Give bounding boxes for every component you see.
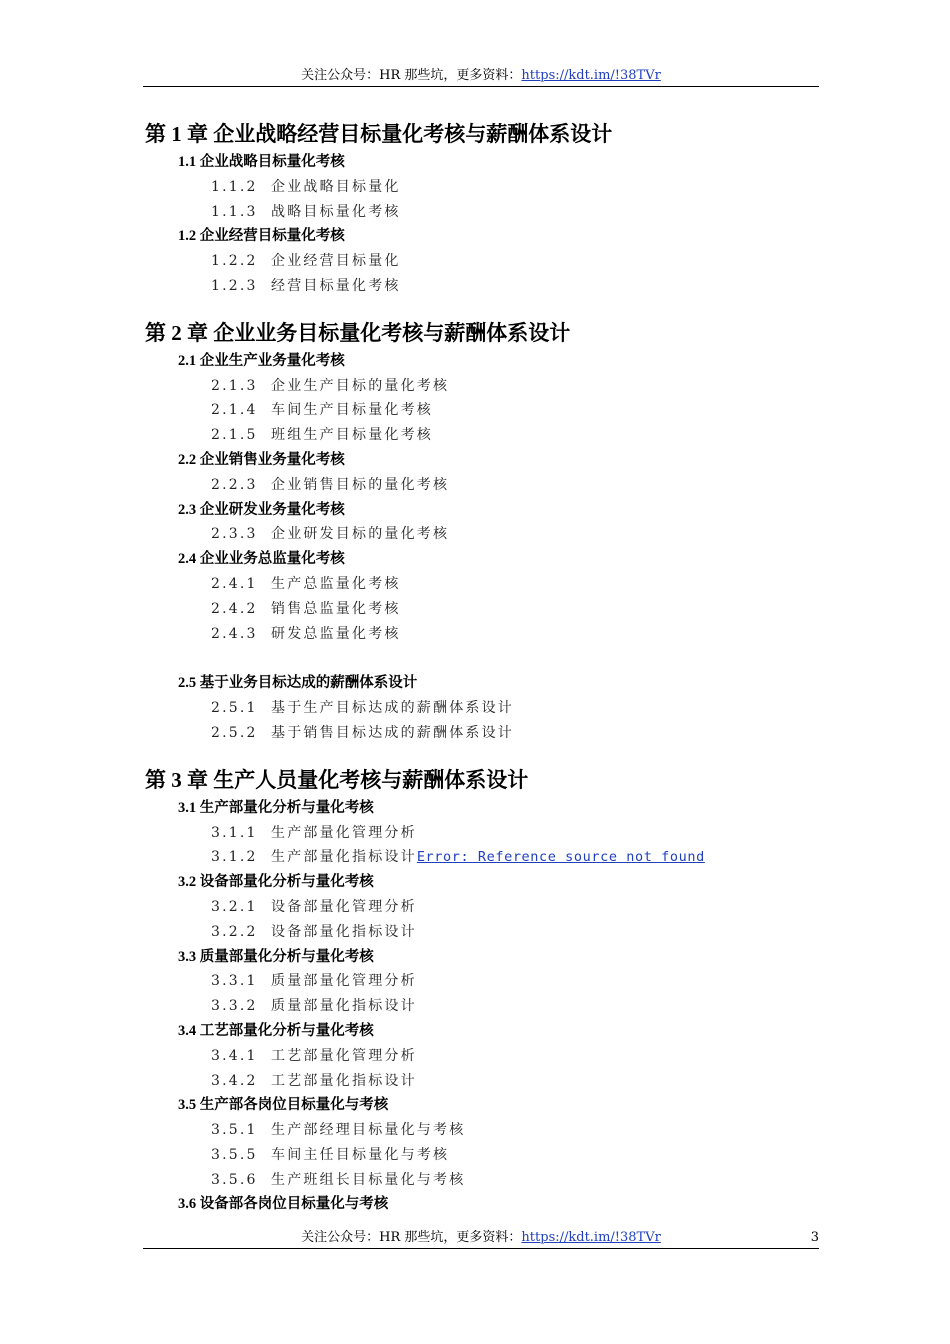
subsection-title: 工艺部量化指标设计 — [271, 1072, 417, 1089]
subsection-title: 基于生产目标达成的薪酬体系设计 — [271, 700, 514, 717]
subsection-title: 战略目标量化考核 — [271, 203, 401, 220]
chapter-2-title[interactable]: 第 2 章 企业业务目标量化考核与薪酬体系设计 — [145, 320, 571, 345]
subsection-number: 1.2.3 — [211, 277, 258, 294]
subsection-number: 2.4.1 — [211, 575, 258, 592]
footer-link[interactable]: https://kdt.im/!38TVr — [521, 1230, 661, 1245]
subsection-title: 经营目标量化考核 — [271, 277, 401, 294]
subsection-3-2-1[interactable] — [145, 895, 825, 920]
subsection-2-4-1[interactable] — [145, 572, 825, 597]
subsection-title: 企业研发目标的量化考核 — [271, 526, 450, 543]
section-2-3[interactable]: 2.3 企业研发业务量化考核 — [178, 501, 345, 518]
subsection-number: 3.1.2 — [211, 849, 258, 866]
subsection-3-4-2[interactable] — [145, 1069, 825, 1094]
section-2-5[interactable]: 2.5 基于业务目标达成的薪酬体系设计 — [178, 675, 418, 692]
subsection-number: 3.5.1 — [211, 1122, 258, 1139]
subsection-title: 企业战略目标量化 — [271, 178, 401, 195]
subsection-number: 3.5.5 — [211, 1146, 258, 1163]
table-of-contents — [145, 118, 825, 1217]
page-number: 3 — [810, 1230, 819, 1245]
subsection-2-5-2[interactable] — [145, 721, 825, 746]
subsection-number: 2.1.4 — [211, 402, 258, 419]
subsection-3-4-1[interactable] — [145, 1044, 825, 1069]
subsection-title: 销售总监量化考核 — [271, 600, 401, 617]
subsection-title: 生产部量化管理分析 — [271, 824, 417, 841]
chapter-1-title[interactable]: 第 1 章 企业战略经营目标量化考核与薪酬体系设计 — [145, 122, 613, 146]
subsection-2-3-3[interactable] — [145, 522, 825, 547]
section-3-2[interactable]: 3.2 设备部量化分析与量化考核 — [178, 874, 374, 891]
subsection-title: 企业生产目标的量化考核 — [271, 377, 450, 394]
subsection-title: 生产部经理目标量化与考核 — [271, 1122, 466, 1139]
subsection-number: 2.2.3 — [211, 476, 258, 493]
section-3-3[interactable]: 3.3 质量部量化分析与量化考核 — [178, 948, 374, 965]
section-3-1[interactable]: 3.1 生产部量化分析与量化考核 — [178, 799, 374, 816]
subsection-number: 3.4.2 — [211, 1072, 258, 1089]
subsection-title: 工艺部量化管理分析 — [271, 1047, 417, 1064]
subsection-title: 生产班组长目标量化与考核 — [271, 1171, 466, 1188]
subsection-1-1-2[interactable] — [145, 175, 825, 200]
subsection-2-2-3[interactable] — [145, 473, 825, 498]
section-2-4[interactable]: 2.4 企业业务总监量化考核 — [178, 551, 345, 568]
subsection-3-2-2[interactable] — [145, 920, 825, 945]
subsection-number: 1.2.2 — [211, 253, 258, 270]
subsection-title: 设备部量化管理分析 — [271, 898, 417, 915]
subsection-number: 3.2.2 — [211, 923, 258, 940]
subsection-title: 质量部量化管理分析 — [271, 973, 417, 990]
subsection-2-1-5[interactable] — [145, 423, 825, 448]
page-footer — [143, 1228, 819, 1249]
subsection-number: 3.3.1 — [211, 973, 258, 990]
subsection-title: 企业销售目标的量化考核 — [271, 476, 450, 493]
subsection-number: 2.1.3 — [211, 377, 258, 394]
section-2-1[interactable]: 2.1 企业生产业务量化考核 — [178, 352, 345, 369]
subsection-title: 企业经营目标量化 — [271, 253, 401, 270]
subsection-number: 2.5.1 — [211, 700, 258, 717]
subsection-3-5-5[interactable] — [145, 1143, 825, 1168]
subsection-3-1-2[interactable] — [145, 845, 825, 870]
subsection-3-3-1[interactable] — [145, 969, 825, 994]
subsection-title: 基于销售目标达成的薪酬体系设计 — [271, 724, 514, 741]
subsection-1-2-3[interactable] — [145, 274, 825, 299]
header-link[interactable]: https://kdt.im/!38TVr — [521, 68, 661, 83]
subsection-title: 设备部量化指标设计 — [271, 923, 417, 940]
subsection-number: 2.1.5 — [211, 427, 258, 444]
section-3-5[interactable]: 3.5 生产部各岗位目标量化与考核 — [178, 1097, 389, 1114]
subsection-2-4-3[interactable] — [145, 622, 825, 647]
chapter-3-title[interactable]: 第 3 章 生产人员量化考核与薪酬体系设计 — [145, 767, 529, 792]
subsection-number: 3.3.2 — [211, 998, 258, 1015]
subsection-3-1-1[interactable] — [145, 821, 825, 846]
subsection-2-1-3[interactable] — [145, 374, 825, 399]
subsection-number: 2.5.2 — [211, 724, 258, 741]
subsection-number: 3.4.1 — [211, 1047, 258, 1064]
subsection-1-2-2[interactable] — [145, 249, 825, 274]
subsection-3-3-2[interactable] — [145, 994, 825, 1019]
subsection-number: 1.1.2 — [211, 178, 258, 195]
section-1-2[interactable]: 1.2 企业经营目标量化考核 — [178, 228, 345, 245]
subsection-3-5-1[interactable] — [145, 1118, 825, 1143]
subsection-title: 研发总监量化考核 — [271, 625, 401, 642]
subsection-title: 质量部量化指标设计 — [271, 998, 417, 1015]
subsection-number: 1.1.3 — [211, 203, 258, 220]
subsection-title: 车间生产目标量化考核 — [271, 402, 433, 419]
subsection-title: 车间主任目标量化与考核 — [271, 1146, 450, 1163]
subsection-title: 班组生产目标量化考核 — [271, 427, 433, 444]
reference-error-link[interactable]: Error: Reference source not found — [416, 849, 705, 866]
subsection-3-5-6[interactable] — [145, 1168, 825, 1193]
subsection-2-5-1[interactable] — [145, 696, 825, 721]
subsection-title: 生产总监量化考核 — [271, 575, 401, 592]
subsection-number: 3.2.1 — [211, 898, 258, 915]
section-3-4[interactable]: 3.4 工艺部量化分析与量化考核 — [178, 1022, 374, 1039]
section-2-2[interactable]: 2.2 企业销售业务量化考核 — [178, 451, 345, 468]
section-3-6[interactable]: 3.6 设备部各岗位目标量化与考核 — [178, 1196, 389, 1213]
subsection-number: 2.4.3 — [211, 625, 258, 642]
header-text: 关注公众号：HR 那些坑，更多资料： — [301, 68, 522, 83]
subsection-number: 3.5.6 — [211, 1171, 258, 1188]
subsection-2-4-2[interactable] — [145, 597, 825, 622]
subsection-number: 2.4.2 — [211, 600, 258, 617]
footer-text: 关注公众号：HR 那些坑，更多资料： — [301, 1230, 522, 1245]
subsection-number: 3.1.1 — [211, 824, 258, 841]
subsection-title: 生产部量化指标设计 — [271, 849, 417, 866]
section-1-1[interactable]: 1.1 企业战略目标量化考核 — [178, 154, 345, 170]
subsection-number: 2.3.3 — [211, 526, 258, 543]
page-header — [143, 66, 819, 87]
subsection-1-1-3[interactable] — [145, 200, 825, 225]
subsection-2-1-4[interactable] — [145, 398, 825, 423]
